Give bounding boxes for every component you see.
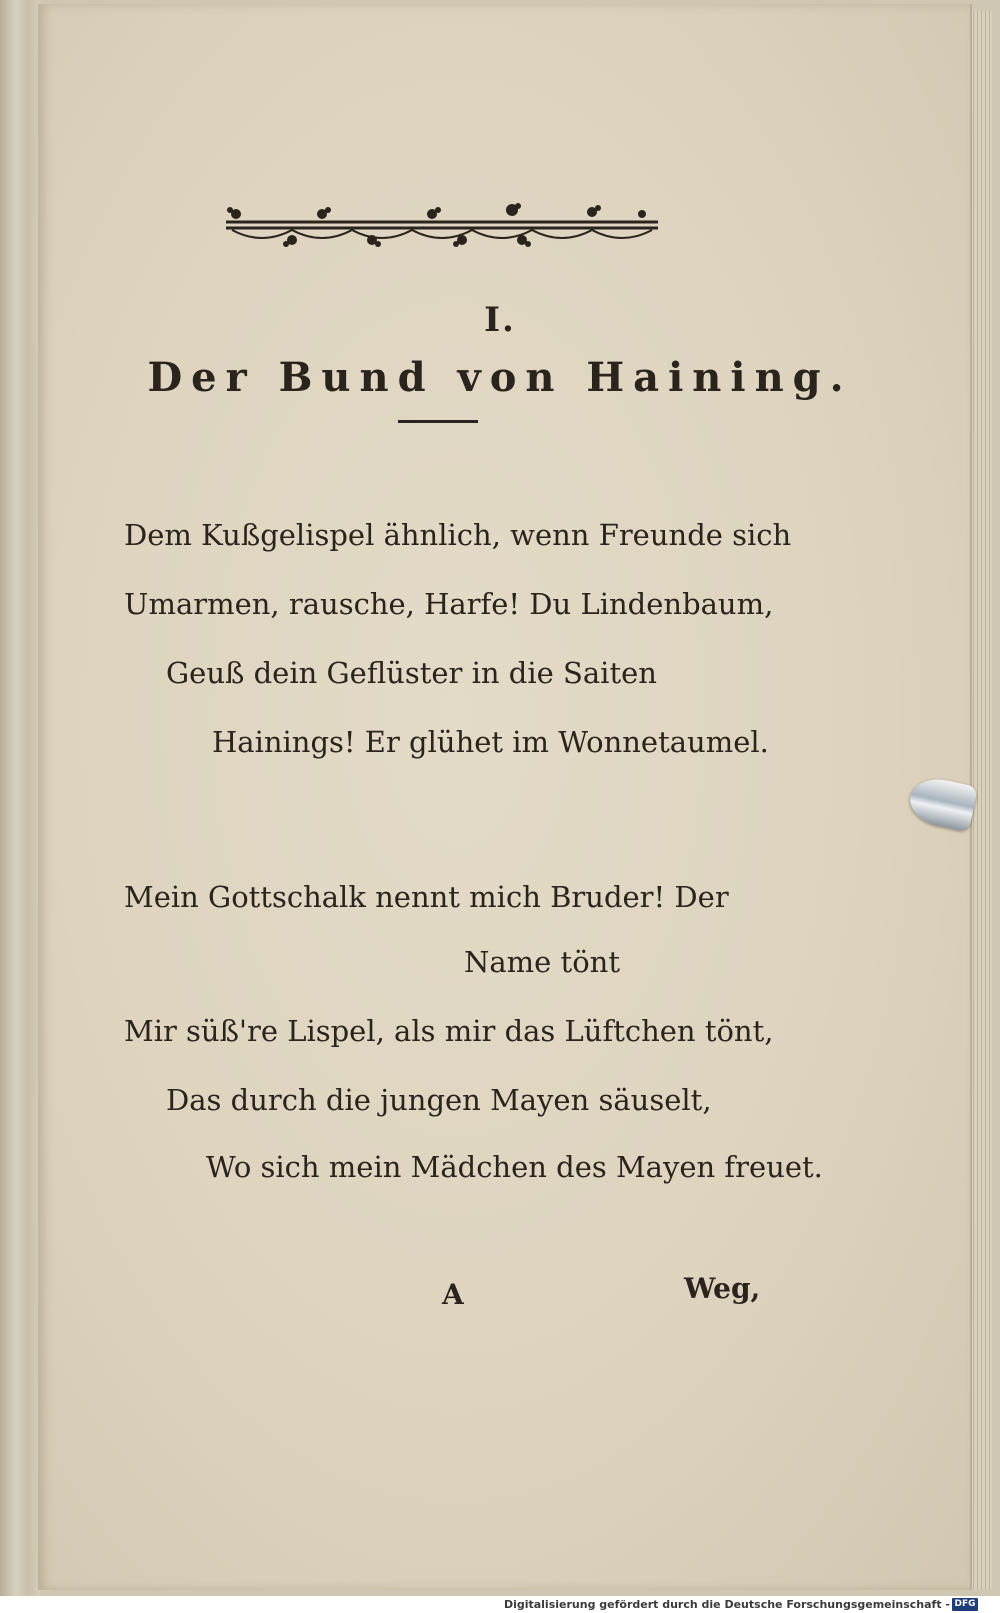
verse-line: Das durch die jungen Mayen säuselt, [166,1083,712,1117]
verse-line: Umarmen, rausche, Harfe! Du Lindenbaum, [124,587,774,621]
chapter-numeral: I. [484,300,516,340]
poem-title: Der Bund von Haining. [147,354,853,401]
verse-line: Wo sich mein Mädchen des Mayen freuet. [206,1150,823,1184]
book-binding [0,0,40,1596]
title-rule [398,420,478,423]
verse-line: Name tönt [464,945,620,979]
verse-line: Hainings! Er glühet im Wonnetaumel. [212,725,769,759]
verse-line: Dem Kußgelispel ähnlich, wenn Freunde sich [124,518,792,552]
verse-line: Mir süß're Lispel, als mir das Lüftchen tönt, [124,1014,774,1048]
ornament-vignette [222,200,662,254]
verse-line: Mein Gottschalk nennt mich Bruder! Der [124,880,729,914]
credit-text: Digitalisierung gefördert durch die Deutsche Forschungsgemeinschaft - [503,1598,950,1611]
signature-mark: A [442,1278,464,1311]
verse-line: Geuß dein Geflüster in die Saiten [166,656,657,690]
digitization-credit [0,1597,1000,1613]
dfg-logo: DFG [952,1598,978,1611]
catchword: Weg, [684,1272,761,1305]
